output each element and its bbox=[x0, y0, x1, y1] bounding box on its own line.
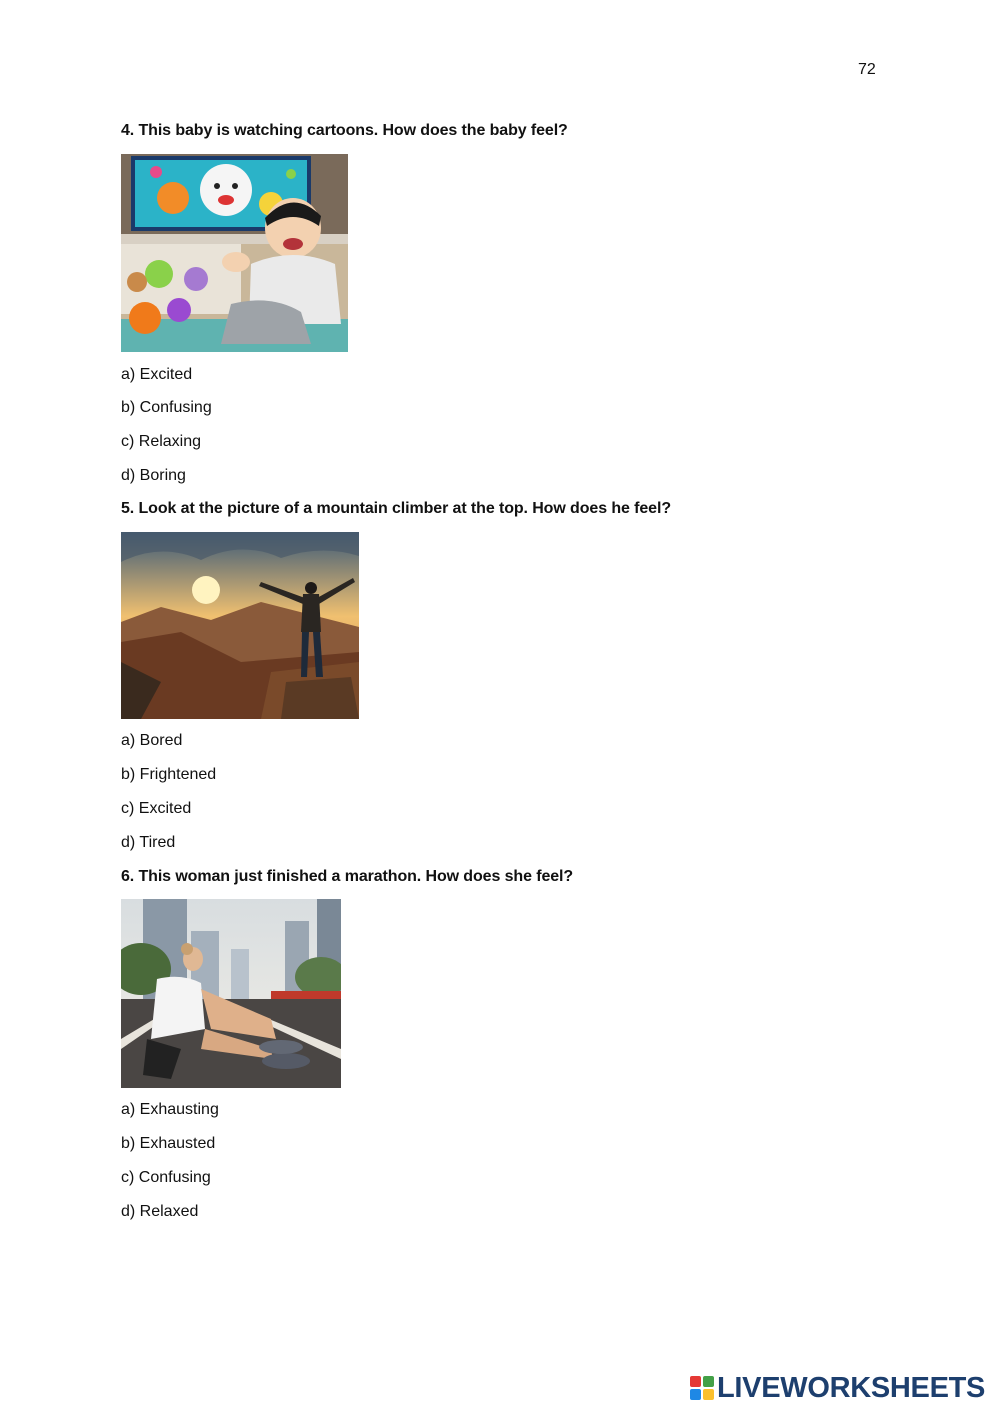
logo-tile-blue bbox=[690, 1389, 701, 1400]
logo-tile-yellow bbox=[703, 1389, 714, 1400]
question-4-option-d[interactable]: d) Boring bbox=[121, 467, 186, 484]
logo-tile-red bbox=[690, 1376, 701, 1387]
liveworksheets-logo-icon bbox=[690, 1376, 714, 1400]
logo-tile-green bbox=[703, 1376, 714, 1387]
page-number: 72 bbox=[858, 61, 876, 78]
question-5-option-a[interactable]: a) Bored bbox=[121, 732, 183, 749]
question-5-option-b[interactable]: b) Frightened bbox=[121, 766, 217, 783]
baby-watching-cartoons-image bbox=[121, 154, 348, 352]
liveworksheets-logo bbox=[690, 1373, 985, 1403]
question-6-option-c[interactable]: c) Confusing bbox=[121, 1169, 211, 1186]
mountain-climber-image bbox=[121, 532, 359, 719]
question-5-prompt: 5. Look at the picture of a mountain climber at the top. How does he feel? bbox=[121, 500, 671, 517]
question-4-option-a[interactable]: a) Excited bbox=[121, 366, 193, 383]
question-4-option-c[interactable]: c) Relaxing bbox=[121, 433, 202, 450]
question-4-option-b[interactable]: b) Confusing bbox=[121, 399, 212, 416]
question-5-option-c[interactable]: c) Excited bbox=[121, 800, 192, 817]
liveworksheets-logo-text: LIVEWORKSHEETS bbox=[717, 1372, 986, 1404]
question-6-option-b[interactable]: b) Exhausted bbox=[121, 1135, 216, 1152]
question-5-option-d[interactable]: d) Tired bbox=[121, 834, 176, 851]
marathon-runner-image bbox=[121, 899, 341, 1088]
question-6-prompt: 6. This woman just finished a marathon. How does she feel? bbox=[121, 868, 574, 885]
question-6-option-d[interactable]: d) Relaxed bbox=[121, 1203, 199, 1220]
question-6-option-a[interactable]: a) Exhausting bbox=[121, 1101, 219, 1118]
question-4-prompt: 4. This baby is watching cartoons. How does the baby feel? bbox=[121, 122, 568, 139]
